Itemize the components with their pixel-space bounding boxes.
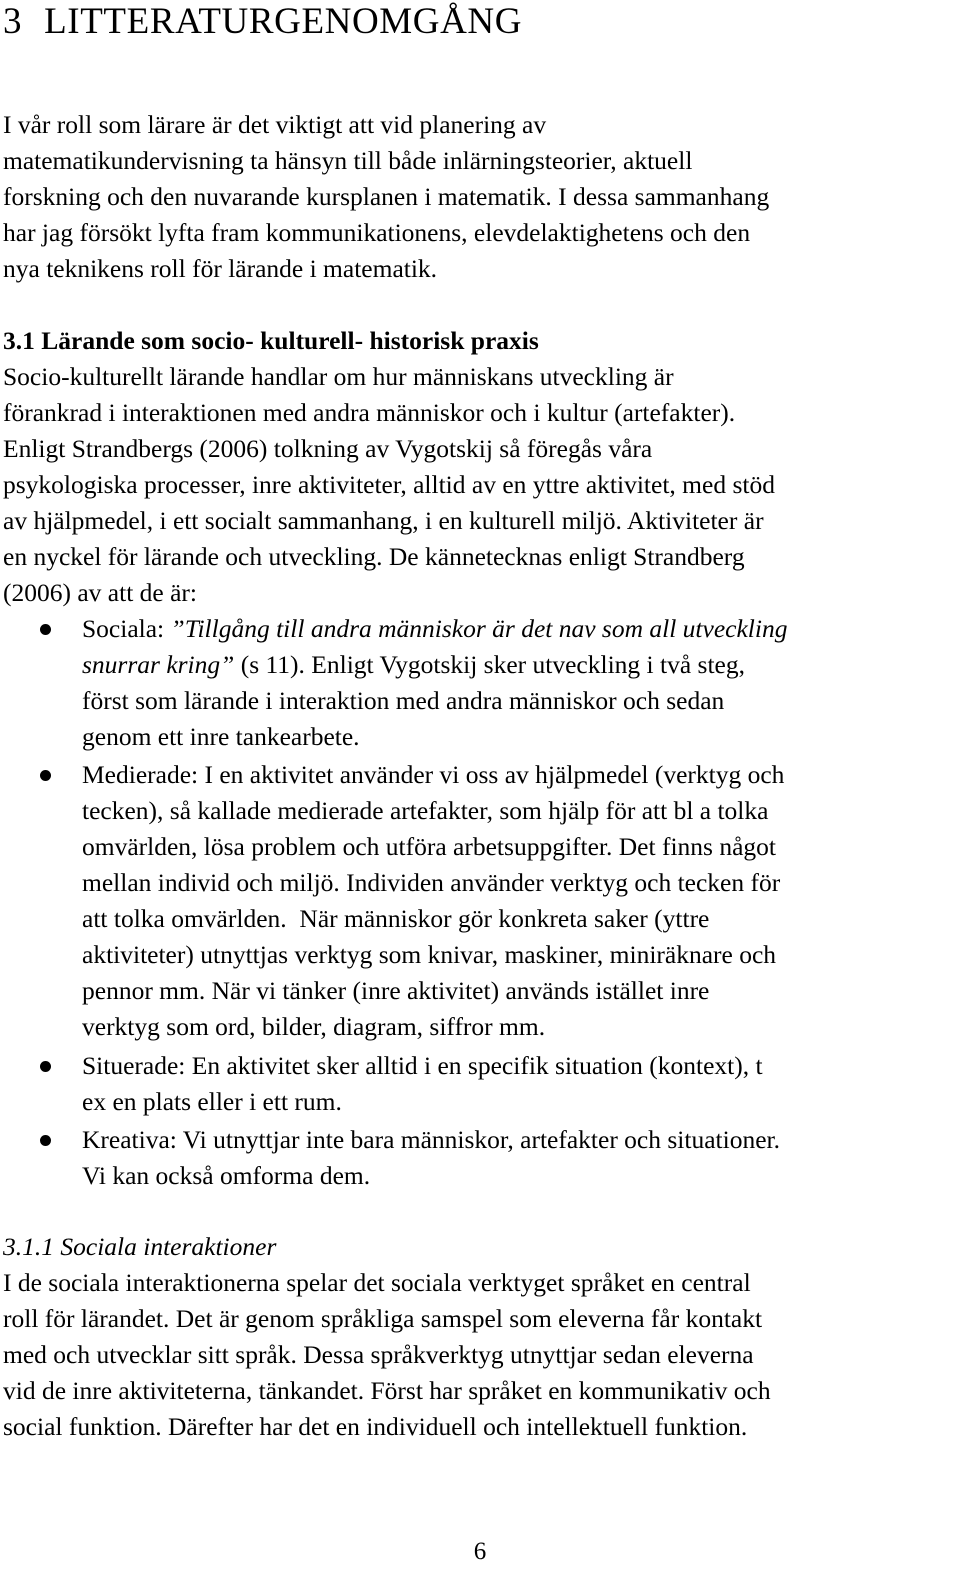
bullet-line: [82, 647, 787, 683]
section-heading-3-1-1: 3.1.1 Sociala interaktioner: [3, 1232, 277, 1261]
chapter-number: 3: [3, 1, 23, 42]
paragraph-line: psykologiska processer, inre aktiviteter, alltid av en yttre aktivitet, med stöd: [3, 470, 775, 499]
paragraph-line: (2006) av att de är:: [3, 578, 198, 607]
paragraph-line: forskning och den nuvarande kursplanen i matematik. I dessa sammanhang: [3, 182, 770, 211]
bullet-line: tecken), så kallade medierade artefakter, som hjälp för att bl a tolka: [82, 796, 769, 825]
page-number: [0, 1534, 960, 1570]
chapter-title: LITTERATURGENOMGÅNG: [44, 1, 523, 42]
bullet-label: Sociala:: [82, 614, 171, 643]
bullet-icon: [40, 1061, 51, 1072]
paragraph-line: matematikundervisning ta hänsyn till både inlärningsteorier, aktuell: [3, 146, 693, 175]
bullet-line: Kreativa: Vi utnyttjar inte bara människor, artefakter och situationer.: [82, 1125, 780, 1154]
paragraph-line: Enligt Strandbergs (2006) tolkning av Vygotskij så föregås våra: [3, 434, 653, 463]
section-heading-3-1: 3.1 Lärande som socio- kulturell- historisk praxis: [3, 326, 539, 355]
bullet-text: [82, 1122, 780, 1194]
bullet-line: att tolka omvärlden. När människor gör konkreta saker (yttre: [82, 904, 710, 933]
bullet-line: pennor mm. När vi tänker (inre aktivitet) används istället inre: [82, 976, 710, 1005]
paragraph-line: nya teknikens roll för lärande i matematik.: [3, 254, 438, 283]
page-number-text: 6: [473, 1538, 487, 1565]
bullet-text: [82, 1048, 763, 1120]
bullet-text: [82, 611, 787, 755]
bullet-icon: [40, 624, 51, 635]
paragraph-line: med och utvecklar sitt språk. Dessa språkverktyg utnyttjar sedan eleverna: [3, 1340, 754, 1369]
paragraph-line: har jag försökt lyfta fram kommunikationens, elevdelaktighetens och den: [3, 218, 751, 247]
bullet-text: [82, 757, 784, 1045]
bullet-line: verktyg som ord, bilder, diagram, siffror mm.: [82, 1012, 546, 1041]
paragraph-line: I vår roll som lärare är det viktigt att vid planering av: [3, 110, 547, 139]
paragraph-line: Socio-kulturellt lärande handlar om hur människans utveckling är: [3, 362, 674, 391]
bullet-icon: [40, 770, 51, 781]
quote-text: snurrar kring”: [82, 650, 235, 679]
paragraph-line: roll för lärandet. Det är genom språkliga samspel som eleverna får kontakt: [3, 1304, 763, 1333]
bullet-line: Situerade: En aktivitet sker alltid i en specifik situation (kontext), t: [82, 1051, 763, 1080]
intro-paragraph: [3, 107, 769, 287]
bullet-line-rest: (s 11). Enligt Vygotskij sker utveckling i två steg,: [234, 650, 745, 679]
quote-text: ”Tillgång till andra människor är det nav som all utveckling: [170, 614, 788, 643]
bullet-icon: [40, 1135, 51, 1146]
bullet-line: mellan individ och miljö. Individen använder verktyg och tecken för: [82, 868, 781, 897]
bullet-line: omvärlden, lösa problem och utföra arbetsuppgifter. Det finns något: [82, 832, 776, 861]
paragraph-line: I de sociala interaktionerna spelar det sociala verktyget språket en central: [3, 1268, 751, 1297]
bullet-line: genom ett inre tankearbete.: [82, 722, 360, 751]
bullet-line: Medierade: I en aktivitet använder vi oss av hjälpmedel (verktyg och: [82, 760, 785, 789]
paragraph-line: förankrad i interaktionen med andra människor och i kultur (artefakter).: [3, 398, 736, 427]
paragraph-line: en nyckel för lärande och utveckling. De kännetecknas enligt Strandberg: [3, 542, 745, 571]
bullet-line: ex en plats eller i ett rum.: [82, 1087, 342, 1116]
bullet-line: Vi kan också omforma dem.: [82, 1161, 371, 1190]
section-3-1-1-paragraph: [3, 1265, 771, 1445]
bullet-line: först som lärande i interaktion med andra människor och sedan: [82, 686, 725, 715]
paragraph-line: social funktion. Därefter har det en individuell och intellektuell funktion.: [3, 1412, 748, 1441]
paragraph-line: av hjälpmedel, i ett socialt sammanhang, i en kulturell miljö. Aktiviteter är: [3, 506, 764, 535]
paragraph-line: vid de inre aktiviteterna, tänkandet. Först har språket en kommunikativ och: [3, 1376, 771, 1405]
bullet-line: aktiviteter) utnyttjas verktyg som knivar, maskiner, miniräknare och: [82, 940, 777, 969]
section-3-1-paragraph: [3, 359, 775, 611]
chapter-heading: [3, 0, 522, 44]
bullet-line: [82, 611, 787, 647]
